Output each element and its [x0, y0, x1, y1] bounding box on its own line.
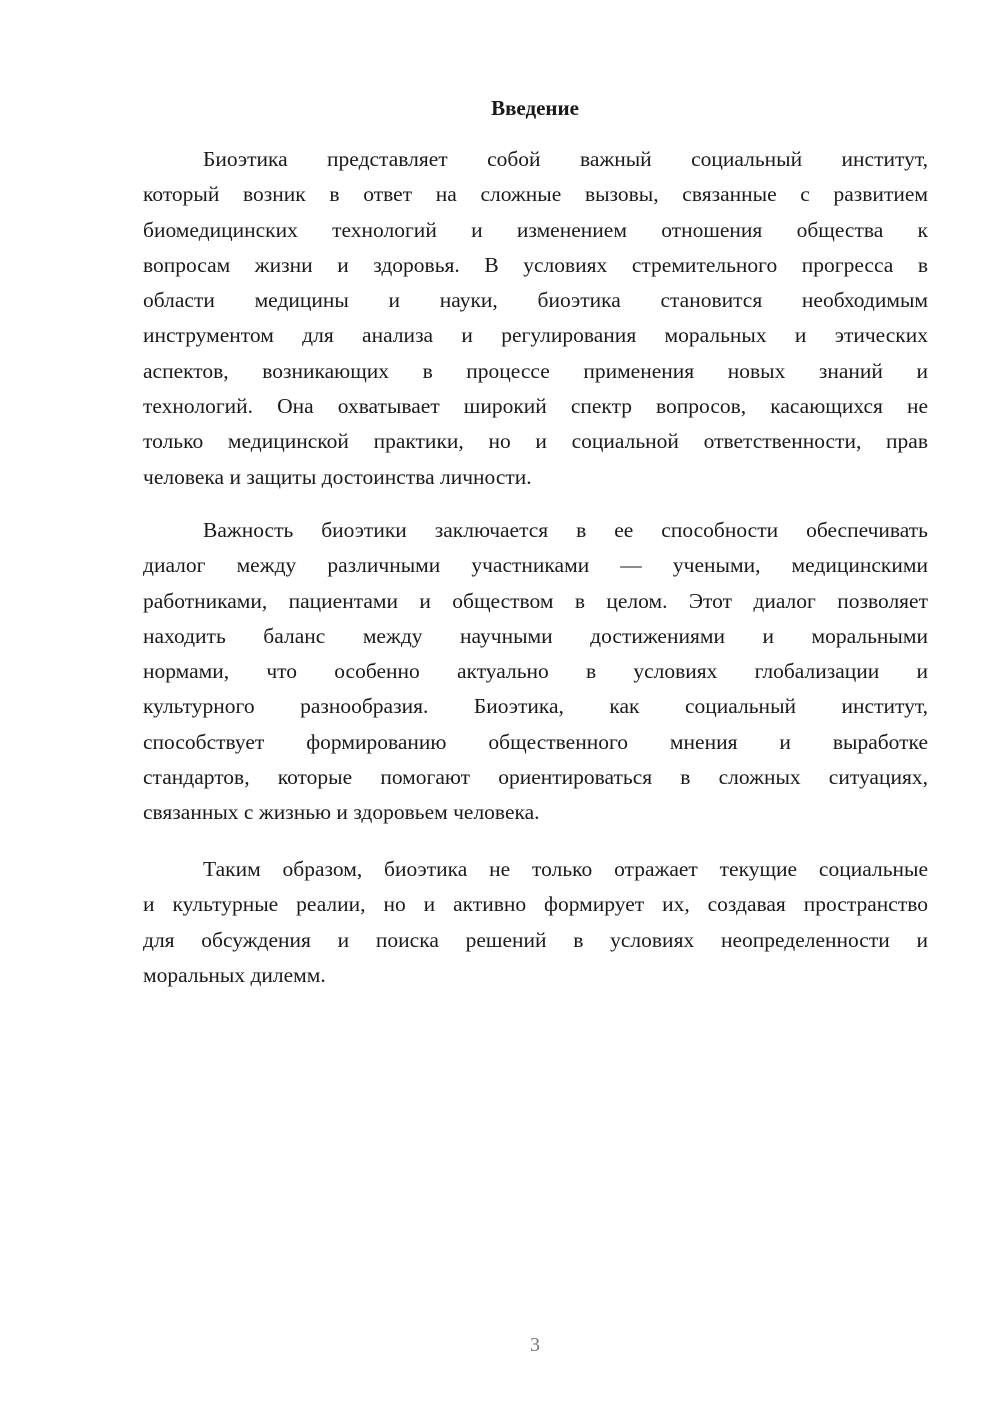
text-line: моральных дилемм.: [143, 962, 326, 987]
text-line: который возник в ответ на сложные вызовы, связанные с развитием: [143, 182, 928, 207]
text-line: нормами, что особенно актуально в условиях глобализации и: [143, 659, 928, 684]
text-line: Биоэтика представляет собой важный социальный институт,: [203, 147, 928, 171]
paragraph-1: [143, 142, 928, 495]
text-line: аспектов, возникающих в процессе применения новых знаний и: [143, 358, 928, 383]
text-line: области медицины и науки, биоэтика становится необходимым: [143, 288, 928, 313]
text-line: и культурные реалии, но и активно формирует их, создавая пространство: [143, 892, 928, 917]
text-line: инструментом для анализа и регулирования моральных и этических: [143, 323, 928, 348]
text-line: находить баланс между научными достижениями и моральными: [143, 623, 928, 648]
text-line: только медицинской практики, но и социальной ответственности, прав: [143, 429, 928, 454]
text-line: способствует формированию общественного мнения и выработке: [143, 729, 928, 754]
text-line: Таким образом, биоэтика не только отражает текущие социальные: [203, 857, 928, 881]
text-line: человека и защиты достоинства личности.: [143, 464, 532, 489]
text-line: культурного разнообразия. Биоэтика, как социальный институт,: [143, 694, 928, 719]
text-line: диалог между различными участниками — учеными, медицинскими: [143, 553, 928, 578]
text-line: связанных с жизнью и здоровьем человека.: [143, 800, 540, 825]
text-line: Важность биоэтики заключается в ее способности обеспечивать: [203, 518, 928, 542]
text-line: биомедицинских технологий и изменением отношения общества к: [143, 217, 928, 242]
paragraph-3: [143, 852, 928, 993]
section-title: Введение: [491, 96, 579, 120]
text-line: вопросам жизни и здоровья. В условиях стремительного прогресса в: [143, 252, 928, 277]
paragraph-2: [143, 513, 928, 831]
text-line: технологий. Она охватывает широкий спектр вопросов, касающихся не: [143, 394, 928, 419]
text-line: работниками, пациентами и обществом в целом. Этот диалог позволяет: [143, 588, 928, 613]
text-line: стандартов, которые помогают ориентироваться в сложных ситуациях,: [143, 765, 928, 790]
page-number: 3: [530, 1334, 540, 1356]
text-line: для обсуждения и поиска решений в условиях неопределенности и: [143, 927, 928, 952]
